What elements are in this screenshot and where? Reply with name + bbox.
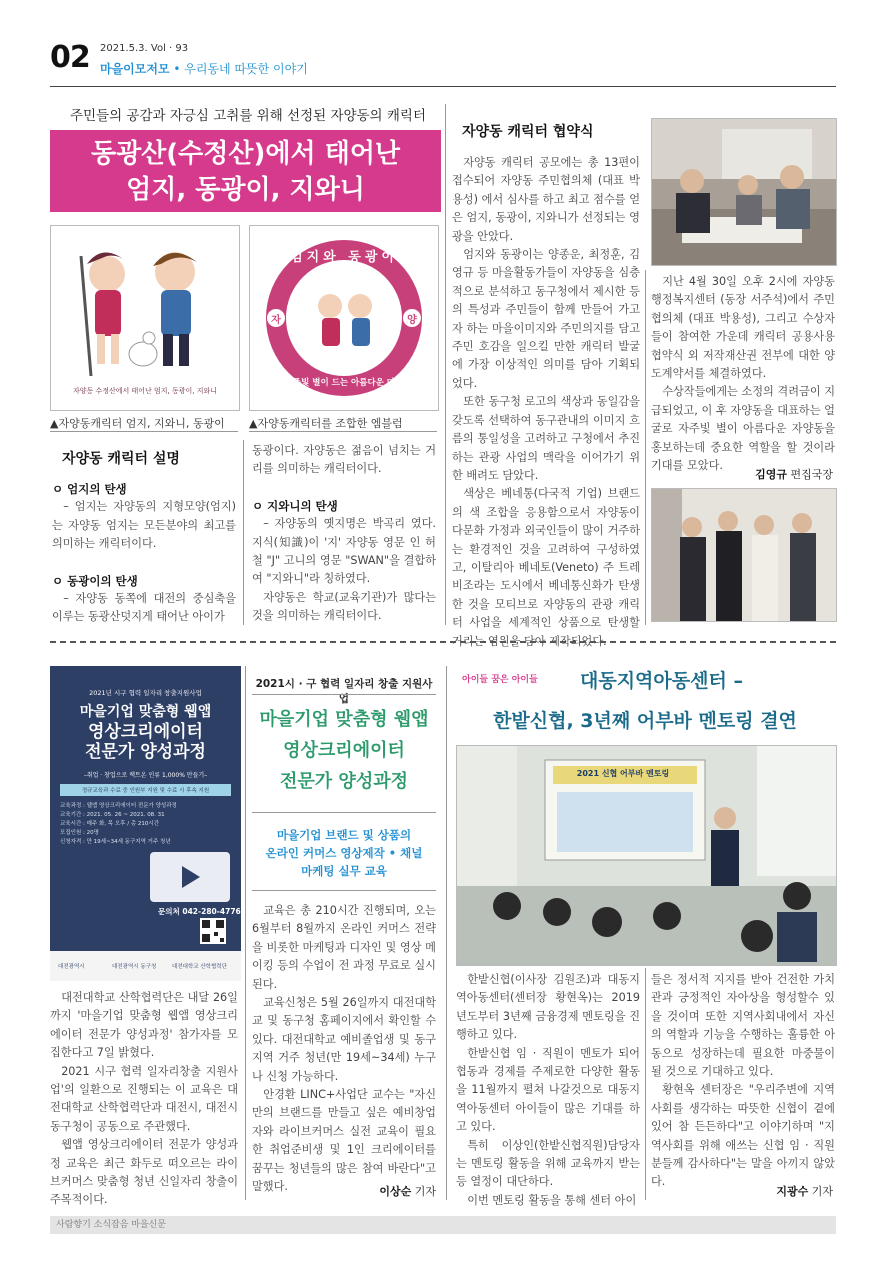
poster-logo-daejeon: 대전광역시 (58, 964, 85, 970)
emblem-left-badge: 자 (271, 315, 281, 326)
article2-para2: 2021 시구 협력 일자리창출 지원사업'의 일환으로 진행되는 이 교육은 대전대학교 산학협력단과 대전시, 대전시 동구청이 공동으로 주관했다. (50, 1064, 238, 1133)
column-divider (645, 968, 646, 1200)
article2-para3: 웹앱 영상크리에이터 전문가 양성과정 교육은 최근 화두로 떠오르는 라이브커머스 맞춤형 청년 신일자리 창출이 주목적이다. (50, 1138, 238, 1207)
emblem-ring-top-text: 엄지와 동광이 (290, 250, 398, 265)
article1-column3 (452, 154, 640, 651)
character-figures (51, 226, 239, 410)
center-logo: 아이들 꿈은 아이들 (462, 675, 538, 685)
article2-headline-line1: 마을기업 맞춤형 웹앱 (259, 709, 429, 730)
byline-name: 지광수 (776, 1185, 809, 1198)
article1-headline-box (50, 130, 441, 212)
award-scene (652, 489, 836, 621)
column-divider (245, 666, 246, 1200)
article1-column4 (651, 273, 835, 475)
jiwani-text: – 자양동의 옛지명은 박곡리 였다. 지식(知識)이 '지' 자양동 영문 인 허철 "J" 고니의 영문 "SWAN"을 결합하여 "지와니"라 칭하였다. (252, 517, 436, 586)
article3-para3: 특히 이상인(한밭신협직원)담당자는 멘토링 활동을 위해 교육까지 받는등 열정이 대단하다. (456, 1138, 640, 1189)
eomji-heading: ㅇ 엄지의 탄생 (52, 482, 127, 496)
article2-para6: 안경환 LINC+사업단 교수는 "자신만의 브랜드를 만들고 싶은 예비창업자와 라이브커머스 실전 교육이 필요한 취업준비생 및 1인 크리에이터를 꿈꾸는 청년들의 많은 참여 바란다"고 말했다. (252, 1088, 436, 1194)
column-divider (446, 666, 447, 1200)
poster-details (60, 802, 231, 847)
poster-detail: 교육시간 : 매주 화, 목 오후 / 총 210시간 (60, 821, 160, 827)
byline-role: 기자 (808, 1185, 833, 1198)
award-photo (651, 488, 837, 622)
article2-sub-line1: 마을기업 브랜드 및 상품의 (276, 828, 412, 842)
article2-subheadline (252, 826, 436, 880)
poster-logo-univ: 대전대학교 산학협력단 (172, 964, 227, 970)
article3-right-column (651, 971, 835, 1192)
agreement-photo (651, 118, 837, 266)
article3-para4: 이번 멘토링 활동을 통해 센터 아이 (467, 1193, 637, 1207)
donggwang-heading: ㅇ 동광이의 탄생 (52, 573, 138, 588)
article2-sub-line2: 온라인 커머스 영상제작 • 채널 (265, 846, 423, 860)
caption-rule-left (50, 431, 238, 432)
article2-headline-line2: 영상크리에이터 (283, 740, 405, 761)
jiwani-text2: 자양동은 학교(교육기관)가 많다는 것을 의미하는 캐릭터이다. (252, 590, 436, 623)
article2-right-column (252, 902, 436, 1197)
banner-text: 2021 신협 어부바 멘토링 (576, 769, 670, 778)
article3-headline-line1: 대동지역아동센터 – (580, 670, 743, 692)
article1-column2 (252, 442, 436, 626)
poster-detail: 교육기간 : 2021. 05. 26 ~ 2021. 08. 31 (60, 812, 165, 818)
col3-para3: 또한 동구청 로고의 색상과 동일감을 갖도록 선택하여 동구관내의 이미지 흐름의 통일성을 고려하고 구청에서 추진하는 관광 사업의 맥락을 이어가기 위한 배려도 담았다. (452, 395, 640, 482)
poster-contact: 문의처 042-280-4776 (158, 907, 241, 916)
paper-name: 마을이모저모 (100, 62, 170, 76)
poster-detail: 신청자격 : 만 19세~34세 동구지역 거주 청년 (60, 839, 171, 845)
article2-para4: 교육은 총 210시간 진행되며, 오는 6월부터 8월까지 온라인 커머스 전략을 비롯한 마케팅과 디자인 및 영상 메이킹 등의 수업이 전 과정 무료로 실시된다. (252, 904, 436, 991)
article3-para6: 황현옥 센터장은 "우리주변에 지역사회를 생각하는 따뜻한 신협이 곁에 있어 참 든든하다"고 이야기하며 "지역사회를 위해 애쓰는 신협 임 · 직원 분들께 감사하다"는 말을 아끼지 않았다. (651, 1083, 835, 1189)
article2-byline (252, 1183, 436, 1199)
article3-headline-line2: 한밭신협, 3년째 어부바 멘토링 결연 (493, 710, 797, 732)
caption-characters: ▲자양동캐릭터 엄지, 지와니, 동광이 (50, 417, 225, 430)
column-divider (445, 104, 446, 625)
article2-sub-line3: 마케팅 실무 교육 (301, 864, 387, 878)
byline-role: 편집국장 (786, 468, 833, 481)
article2-headline-line3: 전문가 양성과정 (280, 771, 408, 792)
column-divider (243, 440, 244, 625)
article1-byline (651, 466, 833, 482)
character-description-title: 자양동 캐릭터 설명 (62, 451, 180, 467)
donggwang-text-cont: 동광이다. 자양동은 젊음이 넘치는 거리를 의미하는 캐릭터이다. (252, 444, 436, 476)
byline-name: 김영규 (755, 468, 787, 481)
recruitment-poster (50, 666, 241, 981)
article3-para1: 한밭신협(이사장 김원조)과 대동지역아동센터(센터장 황현옥)는 2019년도부터 3년째 금융경제 멘토링을 진행하고 있다. (456, 973, 640, 1042)
donggwang-text: – 자양동 동쪽에 대전의 중심축을 이루는 동광산덧지게 태어난 아이가 (52, 592, 236, 624)
poster-logo-bar (50, 951, 241, 981)
eomji-text: – 엄지는 자양동의 지형모양(엄지)는 자양동 엄지는 모든분야의 최고를 의미하는 캐릭터이다. (52, 500, 236, 551)
caption-rule-right (249, 431, 437, 432)
col3-para1: 자양동 캐릭터 공모에는 총 13편이 접수되어 자양동 주민협의체 (대표 박용성) 에서 심사를 하고 최고 점수를 얻은 엄지, 동광이, 지와니가 선정되는 영광을 안았다. (452, 156, 640, 243)
article2-left-column (50, 989, 238, 1210)
emblem-image (249, 225, 439, 411)
article3-byline (651, 1183, 833, 1199)
poster-title-line3: 전문가 양성과정 (85, 742, 206, 762)
article3-para5: 들은 정서적 지지를 받아 건전한 가치관과 긍정적인 자아상을 형성할수 있을 것이며 또한 지역사회내에서 자신의 역할과 기능을 수행하는 훌륭한 아동으로 성장하는데 필요한 마중물이 될 것으로 기대하고 있다. (651, 973, 835, 1079)
issue-date-volume: 2021.5.3. Vol · 93 (100, 43, 189, 54)
article1-column1 (52, 480, 236, 627)
col4-para2: 수상작들에게는 소정의 격려금이 지급되었고, 이 후 자양동을 대표하는 얼굴로 자주빛 별이 아름다운 자양동을 홍보하는데 중요한 역할을 할 것이라 기대를 모았다. (651, 385, 835, 473)
spacer (52, 554, 236, 572)
article2-para5: 교육신청은 5월 26일까지 대전대학교 및 동구청 홈페이지에서 확인할 수 있다. 대전대학교 예비졸업생 및 동구지역 거주 청년(만 19세~34세) 누구나 신청 가능하다. (252, 996, 436, 1083)
caption-emblem: ▲자양동캐릭터를 조합한 엠블럼 (249, 417, 403, 430)
agreement-title: 자양동 캐릭터 협약식 (462, 124, 594, 140)
poster-band: 정규교육과 수료 중 인원부 지원 및 수료 시 후속 지원 (60, 784, 231, 796)
subheadline-rule (252, 890, 436, 891)
col4-para1: 지난 4월 30일 오후 2시에 자양동 행정복지센터 (동장 서주석)에서 주민협의체 (대표 박용성), 그리고 수상자들이 참여한 가운데 캐릭터 공용사용 협약식 외 저작재산권 전부에 대한 양도계약서를 체결하였다. (651, 275, 835, 381)
article1-kicker: 주민들의 공감과 자긍심 고취를 위해 선정된 자양동의 캐릭터 (69, 108, 427, 124)
header-separator: • (169, 62, 185, 76)
illustration-signature: 자양동 수정산에서 태어난 엄지, 동광이, 지와니 (72, 387, 218, 395)
poster-detail: 교육과정 : 웹앱 영상크리에이터 전문가 양성과정 (60, 803, 177, 809)
column-divider (645, 270, 646, 625)
article1-headline-line2: 엄지, 동광이, 지와니 (126, 175, 365, 205)
emblem-ring-bottom-text: 자주빛 별이 드는 아름다운 마을 (284, 378, 404, 388)
page-footer: 사람향기 소식잡음 마을신문 (50, 1216, 836, 1234)
qr-code-icon (200, 918, 226, 944)
article2-para1: 대전대학교 산학협력단은 내달 26일까지 '마을기업 맞춤형 웹앱 영상크리에이터 전문가 양성과정' 참가자를 모집한다고 7일 밝혔다. (50, 991, 238, 1060)
byline-role: 기자 (411, 1185, 436, 1198)
col3-para2: 엄지와 동광이는 양종운, 최정훈, 김영규 등 마을활동가들이 자양동을 심층적으로 분석하고 동구청에서 제시한 등의 특성과 주민들이 함께 만들어 가고자 하는 마을이미지와 주민의지를 담고 주민 호감을 일으킬 만한 캐릭터 발굴에 가장 이상적인 의미를 담아 기획되었다. (452, 248, 640, 390)
poster-detail: 모집인원 : 20명 (60, 830, 99, 836)
header-tagline: 우리동네 따뜻한 이야기 (184, 62, 308, 76)
poster-subtitle: –취업 · 창업으로 랙트온 인류 1,000% 만들기– (83, 772, 208, 779)
article2-headline (250, 704, 438, 797)
article2-kicker: 2021시 · 구 협력 일자리 창출 지원사업 (255, 678, 433, 705)
poster-video-icon (150, 852, 230, 902)
jiwani-heading: ㅇ 지와니의 탄생 (252, 498, 338, 513)
kicker-rule (252, 694, 436, 695)
headline-rule (252, 812, 436, 813)
section-header (100, 60, 308, 77)
header-rule (50, 86, 836, 87)
poster-title-line2: 영상크리에이터 (88, 722, 203, 742)
section-dashed-divider (50, 641, 836, 643)
poster-title (54, 702, 237, 762)
spacer (252, 479, 436, 497)
emblem-right-badge: 양 (407, 315, 417, 326)
article1-headline-line1: 동광산(수정산)에서 태어난 (90, 139, 401, 169)
poster-logo-donggu: 대전광역시 동구청 (112, 964, 157, 970)
col3-para4: 색상은 베네통(다국적 기업) 브랜드의 색 조합을 응용함으로서 자양동이 다문화 가정과 외국인들이 많이 거주하는 환경적인 것을 고려하여 구성하였고, 이탈리아 베네토(Veneto) 주 트레비조라는 도시에서 베네통신화가 탄생한 것을 모티브로 자양동의 관광 캐릭터 사업을 세계적인 상품으로 탄생할 거리는 염원을 담아 제작되었다. (452, 487, 640, 648)
mentoring-photo (456, 745, 837, 966)
character-illustration (50, 225, 240, 411)
page-number: 02 (50, 40, 90, 75)
poster-top-line: 2021년 시구 협력 일자리 창출지원사업 (89, 689, 202, 697)
article3-left-column (456, 971, 640, 1210)
article3-para2: 한밭신협 임 · 직원이 멘토가 되어 협동과 경제를 주제로한 다양한 활동을 11월까지 펼쳐 나갈것으로 대동지역아동센터 아이들이 많은 기대를 하고 있다. (456, 1046, 640, 1134)
meeting-scene (652, 119, 836, 265)
byline-name: 이상순 (379, 1185, 412, 1198)
poster-title-line1: 마을기업 맞춤형 웹앱 (79, 704, 212, 720)
